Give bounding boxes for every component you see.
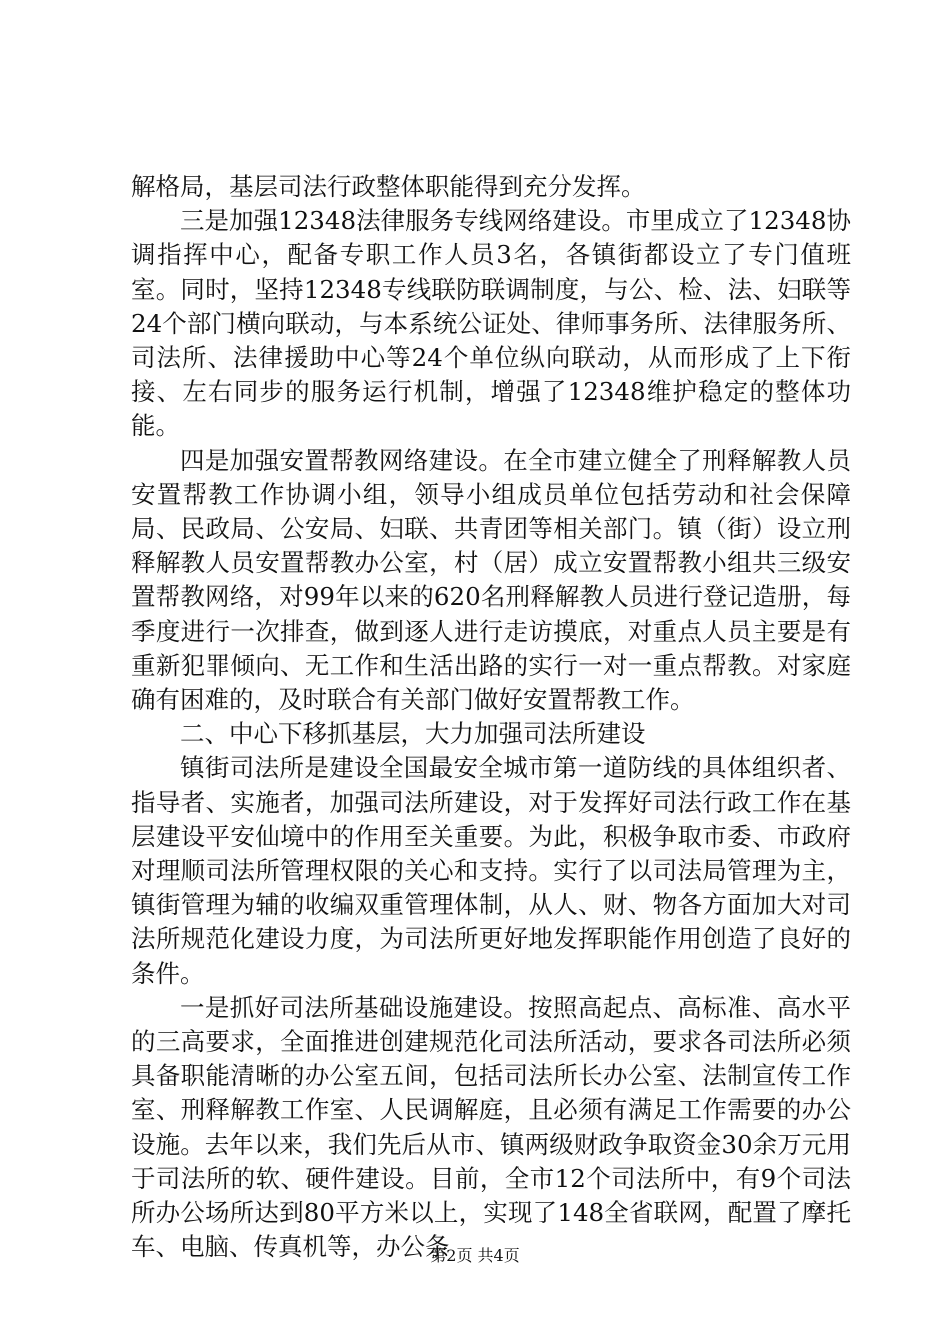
section-heading: 二、中心下移抓基层，大力加强司法所建设 [180, 719, 646, 749]
paragraph-1: 解格局，基层司法行政整体职能得到充分发挥。 [131, 172, 646, 201]
paragraph-4: 镇街司法所是建设全国最安全城市第一道防线的具体组织者、指导者、实施者，加强司法所建设，对于发挥好司法行政工作在基层建设平安仙境中的作用至关重要。为此，积极争取市委、市政府对理顺司法所管理权限的关心和支持。实行了以司法局管理为主，镇街管理为辅的收编双重管理体制，从人、财、物各方面加大对司法所规范化建设力度，为司法所更好地发挥职能作用创造了良好的条件。 [131, 753, 851, 988]
paragraph-3: 四是加强安置帮教网络建设。在全市建立健全了刑释解教人员安置帮教工作协调小组，领导小组成员单位包括劳动和社会保障局、民政局、公安局、妇联、共青团等相关部门。镇（街）设立刑释解教人员安置帮教办公室，村（居）成立安置帮教小组共三级安置帮教网络，对99年以来的620名刑释解教人员进行登记造册，每季度进行一次排查，做到逐人进行走访摸底，对重点人员主要是有重新犯罪倾向、无工作和生活出路的实行一对一重点帮教。对家庭确有困难的，及时联合有关部门做好安置帮教工作。 [131, 445, 851, 715]
paragraph-2: 三是加强12348法律服务专线网络建设。市里成立了12348协调指挥中心，配备专职工作人员3名，各镇街都设立了专门值班室。同时，坚持12348专线联防联调制度，与公、检、法、妇联等24个部门横向联动，与本系统公证处、律师事务所、法律服务所、司法所、法律援助中心等24个单位纵向联动，从而形成了上下衔接、左右同步的服务运行机制，增强了12348维护稳定的整体功能。 [131, 206, 851, 441]
page-number-footer: 第2页 共4页 [430, 1246, 520, 1265]
document-body [131, 170, 851, 1265]
paragraph-5: 一是抓好司法所基础设施建设。按照高起点、高标准、高水平的三高要求，全面推进创建规范化司法所活动，要求各司法所必须具备职能清晰的办公室五间，包括司法所长办公室、法制宣传工作室、刑释解教工作室、人民调解庭，且必须有满足工作需要的办公设施。去年以来，我们先后从市、镇两级财政争取资金30余万元用于司法所的软、硬件建设。目前，全市12个司法所中，有9个司法所办公场所达到80平方米以上，实现了148全省联网，配置了摩托车、电脑、传真机等，办公条 [131, 992, 851, 1262]
